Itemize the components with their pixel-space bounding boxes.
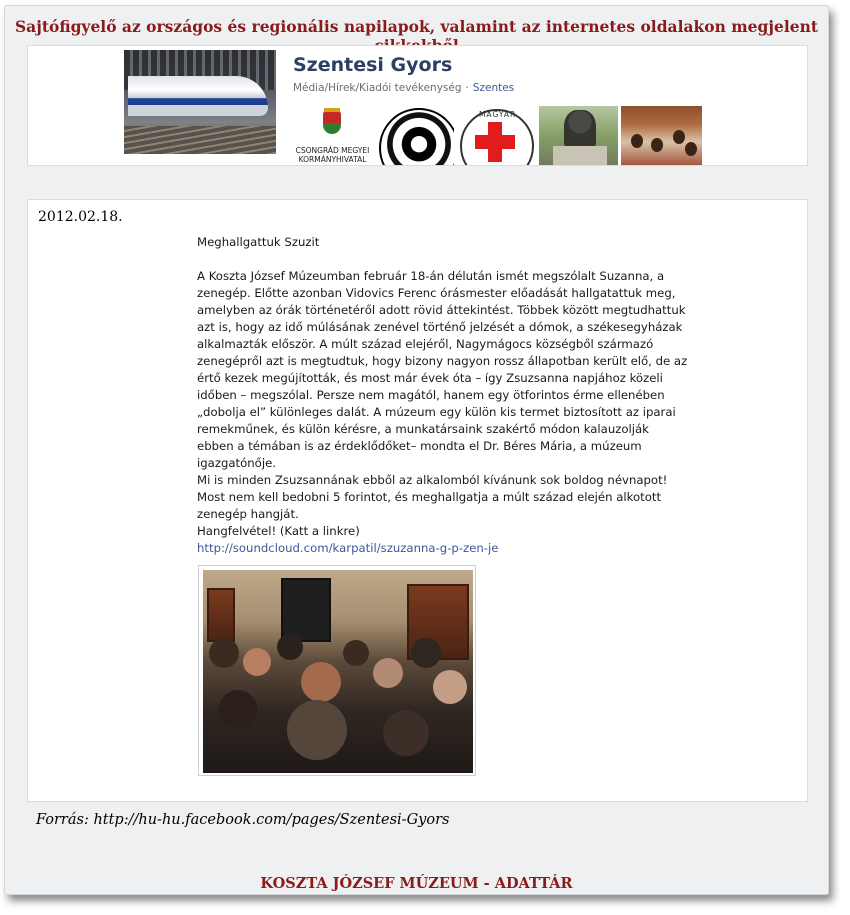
red-cross-ring-text: MAGYAR xyxy=(479,110,517,119)
article-line: A Koszta József Múzeumban február 18-án délután ismét megszólalt Suzanna, a xyxy=(197,269,665,283)
article-line: zenegép hangját. xyxy=(197,507,299,521)
article-line: zenegépről azt is megtudtuk, hogy bizony nagyon rossz állapotban került elő, de az xyxy=(197,354,688,368)
facebook-banner xyxy=(27,45,808,166)
location-link[interactable]: Szentes xyxy=(472,82,515,94)
article-line: amelyben az órák történetéről adott rövid áttekintést. Többek között megtudhattuk xyxy=(197,303,686,317)
thumbnail-statue[interactable] xyxy=(539,106,618,166)
thumbnail-room-people[interactable] xyxy=(621,106,702,166)
footer-title: KOSZTA JÓZSEF MÚZEUM - ADATTÁR xyxy=(260,875,573,892)
post-date: 2012.02.18. xyxy=(38,209,123,225)
article-line: remekműnek, és külön kérésre, a munkatársaink szakértő módon kalauzolják xyxy=(197,422,649,436)
event-photo-frame xyxy=(198,565,476,776)
article-line: alkalmazták először. A múlt század elejéről, Nagymágocs községből származó xyxy=(197,337,654,351)
category-text: Média/Hírek/Kiadói tevékenység xyxy=(293,82,462,94)
category-separator: · xyxy=(465,82,469,94)
source-citation: Forrás: http://hu-hu.facebook.com/pages/Szentesi-Gyors xyxy=(36,812,450,828)
article-line: igazgatónője. xyxy=(197,456,276,470)
article-line: azt is, hogy az idő múlásának zenével történő jelzését a dómok, a székesegyházak xyxy=(197,320,683,334)
article-box xyxy=(27,199,808,802)
cover-photo-train xyxy=(124,50,276,154)
article-line: „dobolja el” különleges dalát. A múzeum egy külön kis termet biztosított az iparai xyxy=(197,405,676,419)
article-body xyxy=(197,234,687,557)
audience-photo xyxy=(203,570,473,773)
article-paragraph xyxy=(197,268,687,540)
article-line: zenegép. Előtte azonban Vidovics Ferenc órásmester előadását hallgatattuk meg, xyxy=(197,286,676,300)
article-line: Most nem kell bedobni 5 forintot, és meghallgatja a múlt század elején alkotott xyxy=(197,490,662,504)
soundcloud-link[interactable]: http://soundcloud.com/karpatil/szuzanna-g-p-zen-je xyxy=(197,541,499,555)
thumbnail-red-cross[interactable] xyxy=(457,106,536,166)
facebook-page-name[interactable]: Szentesi Gyors xyxy=(293,54,453,76)
page-frame xyxy=(4,5,829,895)
thumbnail-football[interactable] xyxy=(375,106,454,166)
facebook-page-category xyxy=(293,82,514,94)
thumbnail-kormanyhivatal-logo[interactable] xyxy=(293,106,372,166)
page-header-title: Sajtófigyelő az országos és regionális napilapok, valamint az internetes oldalakon megjelent xyxy=(14,17,818,36)
article-line: Mi is minden Zsuzsannának ebből az alkalomból kívánunk sok boldog névnapot! xyxy=(197,473,668,487)
thumb1-caption-line2: KORMÁNYHIVATAL xyxy=(298,155,367,164)
thumb1-caption-line1: CSONGRÁD MEGYEI xyxy=(295,146,370,155)
article-line: ebben a témában is az érdeklődőket– mondta el Dr. Béres Mária, a múzeum xyxy=(197,439,642,453)
football-icon xyxy=(379,108,454,166)
article-line: értő kezek megújították, és most már évek óta – így Zsuzsanna napjához közeli xyxy=(197,371,663,385)
article-title: Meghallgattuk Szuzit xyxy=(197,235,320,249)
article-line: Hangfelvétel! (Katt a linkre) xyxy=(197,524,360,538)
article-line: időben – megszólal. Persze nem magától, hanem egy ötforintos érme ellenében xyxy=(197,388,665,402)
